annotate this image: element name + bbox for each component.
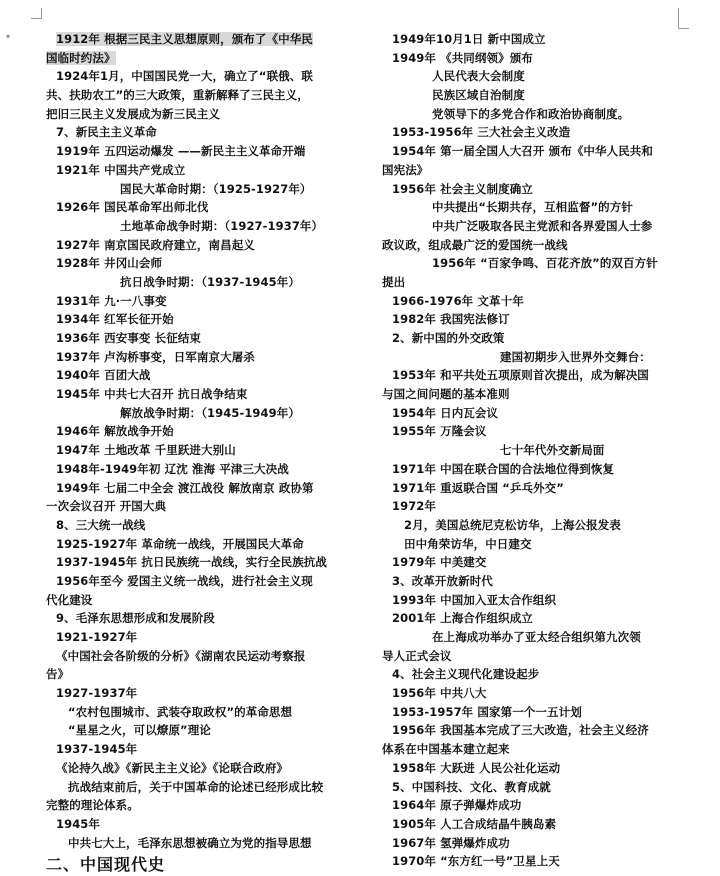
text-line: 一次会议召开 开国大典 <box>46 499 167 514</box>
text-line: 中共广泛吸取各民主党派和各界爱国人士参 <box>432 218 653 233</box>
text-line: 1971年 重返联合国 “乒乓外交” <box>392 480 564 495</box>
text-line: 4、社会主义现代化建设起步 <box>392 667 540 682</box>
text-line: 建国初期步入世界外交舞台： <box>500 349 651 364</box>
text-line: 解放战争时期：（1945-1949年） <box>120 405 300 420</box>
corner-crop-mark-left <box>31 8 42 19</box>
text-line: 1958年 大跃进 人民公社化运动 <box>392 760 561 775</box>
text-line: 1953-1957年 国家第一个一五计划 <box>392 704 582 719</box>
text-line <box>46 30 346 49</box>
text-line: 《论持久战》《新民主主义论》《论联合政府》 <box>56 760 289 775</box>
text-line: 1953-1956年 三大社会主义改造 <box>392 125 571 140</box>
text-line: 2月，美国总统尼克松访华，上海公报发表 <box>404 517 621 532</box>
text-line: 告》 <box>46 667 70 682</box>
text-line: 1949年 七届二中全会 渡江战役 解放南京 政协第 <box>56 480 314 495</box>
text-line: 1931年 九·一八事变 <box>56 293 167 308</box>
text-line: 3、改革开放新时代 <box>392 573 493 588</box>
text-line: “农村包围城市、武装夺取政权”的革命思想 <box>68 704 293 719</box>
text-line: 土地革命战争时期：（1927-1937年） <box>120 218 324 233</box>
selected-text[interactable]: 1912年 根据三民主义思想原则，颁布了《中华民 <box>56 32 313 46</box>
text-line: 在上海成功举办了亚太经合组织第九次领 <box>432 630 641 644</box>
text-line: 1937年 卢沟桥事变，日军南京大屠杀 <box>56 349 255 364</box>
text-line: 1945年 <box>56 816 101 831</box>
text-line: 1925-1927年 革命统一战线，开展国民大革命 <box>56 536 304 551</box>
text-line: 民族区域自治制度 <box>432 88 525 103</box>
text-line: 1926年 国民革命军出师北伐 <box>56 200 209 215</box>
text-line: 1956年 “百家争鸣、百花齐放”的双百方针 <box>432 256 658 271</box>
collapse-arrow-icon[interactable]: ▾ <box>6 32 11 41</box>
selected-text[interactable]: 国临时约法》 <box>46 50 116 65</box>
text-line: 田中角荣访华，中日建交 <box>404 536 532 551</box>
text-line: 1921-1927年 <box>56 630 138 644</box>
text-line: 1993年 中国加入亚太合作组织 <box>392 592 557 607</box>
text-line: 完整的理论体系。 <box>46 798 139 813</box>
text-line: 抗战结束前后，关于中国革命的论述已经形成比较 <box>68 779 324 794</box>
text-line: 人民代表大会制度 <box>432 69 525 84</box>
text-line: 1967年 氢弹爆炸成功 <box>392 835 510 850</box>
text-line: 5、中国科技、文化、教育成就 <box>392 779 551 794</box>
text-line: 1972年 <box>392 499 437 514</box>
text-line: 2001年 上海合作组织成立 <box>392 611 533 626</box>
text-line: 国民大革命时期：（1925-1927年） <box>120 181 312 196</box>
text-line: “星星之火，可以燎原”理论 <box>68 723 211 738</box>
text-line: 党领导下的多党合作和政治协商制度。 <box>432 106 630 121</box>
text-line: 共、扶助农工”的三大政策，重新解释了三民主义， <box>46 88 309 103</box>
text-line: 抗日战争时期：（1937-1945年） <box>120 274 300 289</box>
text-line: 1956年 中共八大 <box>392 686 487 701</box>
text-line: 8、三大统一战线 <box>56 517 146 532</box>
text-line: 1971年 中国在联合国的合法地位得到恢复 <box>392 461 615 476</box>
text-line: 与国之间问题的基本准则 <box>382 387 510 402</box>
text-line: 1964年 原子弹爆炸成功 <box>392 798 522 813</box>
text-line: 1956年至今 爱国主义统一战线，进行社会主义现 <box>56 573 313 588</box>
text-line: 导人正式会议 <box>382 648 452 663</box>
text-line: 1919年 五四运动爆发 ——新民主主义革命开端 <box>56 144 306 159</box>
text-line: 1905年 人工合成结晶牛胰岛素 <box>392 816 557 831</box>
text-line: 1982年 我国宪法修订 <box>392 312 510 327</box>
text-line: 1940年 百团大战 <box>56 368 151 383</box>
text-line: 2、新中国的外交政策 <box>392 331 505 345</box>
text-line: 中共七大上，毛泽东思想被确立为党的指导思想 <box>68 835 312 850</box>
text-line: 提出 <box>382 274 406 289</box>
text-line: 1954年 第一届全国人大召开 颁布《中华人民共和 <box>392 144 654 159</box>
text-line: 1937-1945年 抗日民族统一战线，实行全民族抗战 <box>56 555 327 570</box>
text-line: 1934年 红军长征开始 <box>56 312 174 327</box>
text-line: 1927年 南京国民政府建立，南昌起义 <box>56 237 255 252</box>
text-line: 1921年 中国共产党成立 <box>56 162 186 177</box>
text-line: 1956年 我国基本完成了三大改造，社会主义经济 <box>392 723 649 738</box>
text-line: 1949年10月1日 新中国成立 <box>392 32 546 46</box>
corner-crop-mark-right <box>678 8 689 29</box>
text-line: 1949年 《共同纲领》颁布 <box>392 50 533 65</box>
text-line: 《中国社会各阶级的分析》《湖南农民运动考察报 <box>56 648 306 663</box>
text-line: 代化建设 <box>46 592 93 607</box>
text-line: 政议政，组成最广泛的爱国统一战线 <box>382 237 568 252</box>
text-line: 体系在中国基本建立起来 <box>382 742 510 757</box>
text-line: 1946年 解放战争开始 <box>56 424 174 439</box>
text-line: 1947年 土地改革 千里跃进大别山 <box>56 443 236 458</box>
text-line: 1979年 中美建交 <box>392 555 487 570</box>
text-line: 1953年 和平共处五项原则首次提出，成为解决国 <box>392 368 649 383</box>
text-line: 7、新民主主义革命 <box>56 125 157 140</box>
text-line: 1924年1月，中国国民党一大，确立了“联俄、联 <box>56 69 313 84</box>
text-line: 1928年 井冈山会师 <box>56 256 163 271</box>
text-line <box>46 49 346 68</box>
text-line: 国宪法》 <box>382 162 429 177</box>
text-line: 1955年 万隆会议 <box>392 424 487 439</box>
text-line: 1936年 西安事变 长征结束 <box>56 331 202 345</box>
text-line: 中共提出“长期共存，互相监督”的方针 <box>432 200 633 215</box>
left-text-column <box>46 30 346 876</box>
text-line: 1970年 “东方红一号”卫星上天 <box>392 854 560 869</box>
text-line: 七十年代外交新局面 <box>500 443 605 458</box>
text-line: 1945年 中共七大召开 抗日战争结束 <box>56 387 248 402</box>
section-heading: 二、中国现代史 <box>46 855 166 875</box>
text-line: 1956年 社会主义制度确立 <box>392 181 533 196</box>
text-line: 1948年-1949年初 辽沈 淮海 平津三大决战 <box>56 461 289 476</box>
text-line: 9、毛泽东思想形成和发展阶段 <box>56 611 215 626</box>
text-line: 1954年 日内瓦会议 <box>392 405 499 420</box>
text-line: 1937-1945年 <box>56 742 138 757</box>
right-text-column <box>382 30 682 871</box>
text-line: 1966-1976年 文革十年 <box>392 293 524 308</box>
text-line: 把旧三民主义发展成为新三民主义 <box>46 106 220 121</box>
text-line: 1927-1937年 <box>56 686 138 701</box>
